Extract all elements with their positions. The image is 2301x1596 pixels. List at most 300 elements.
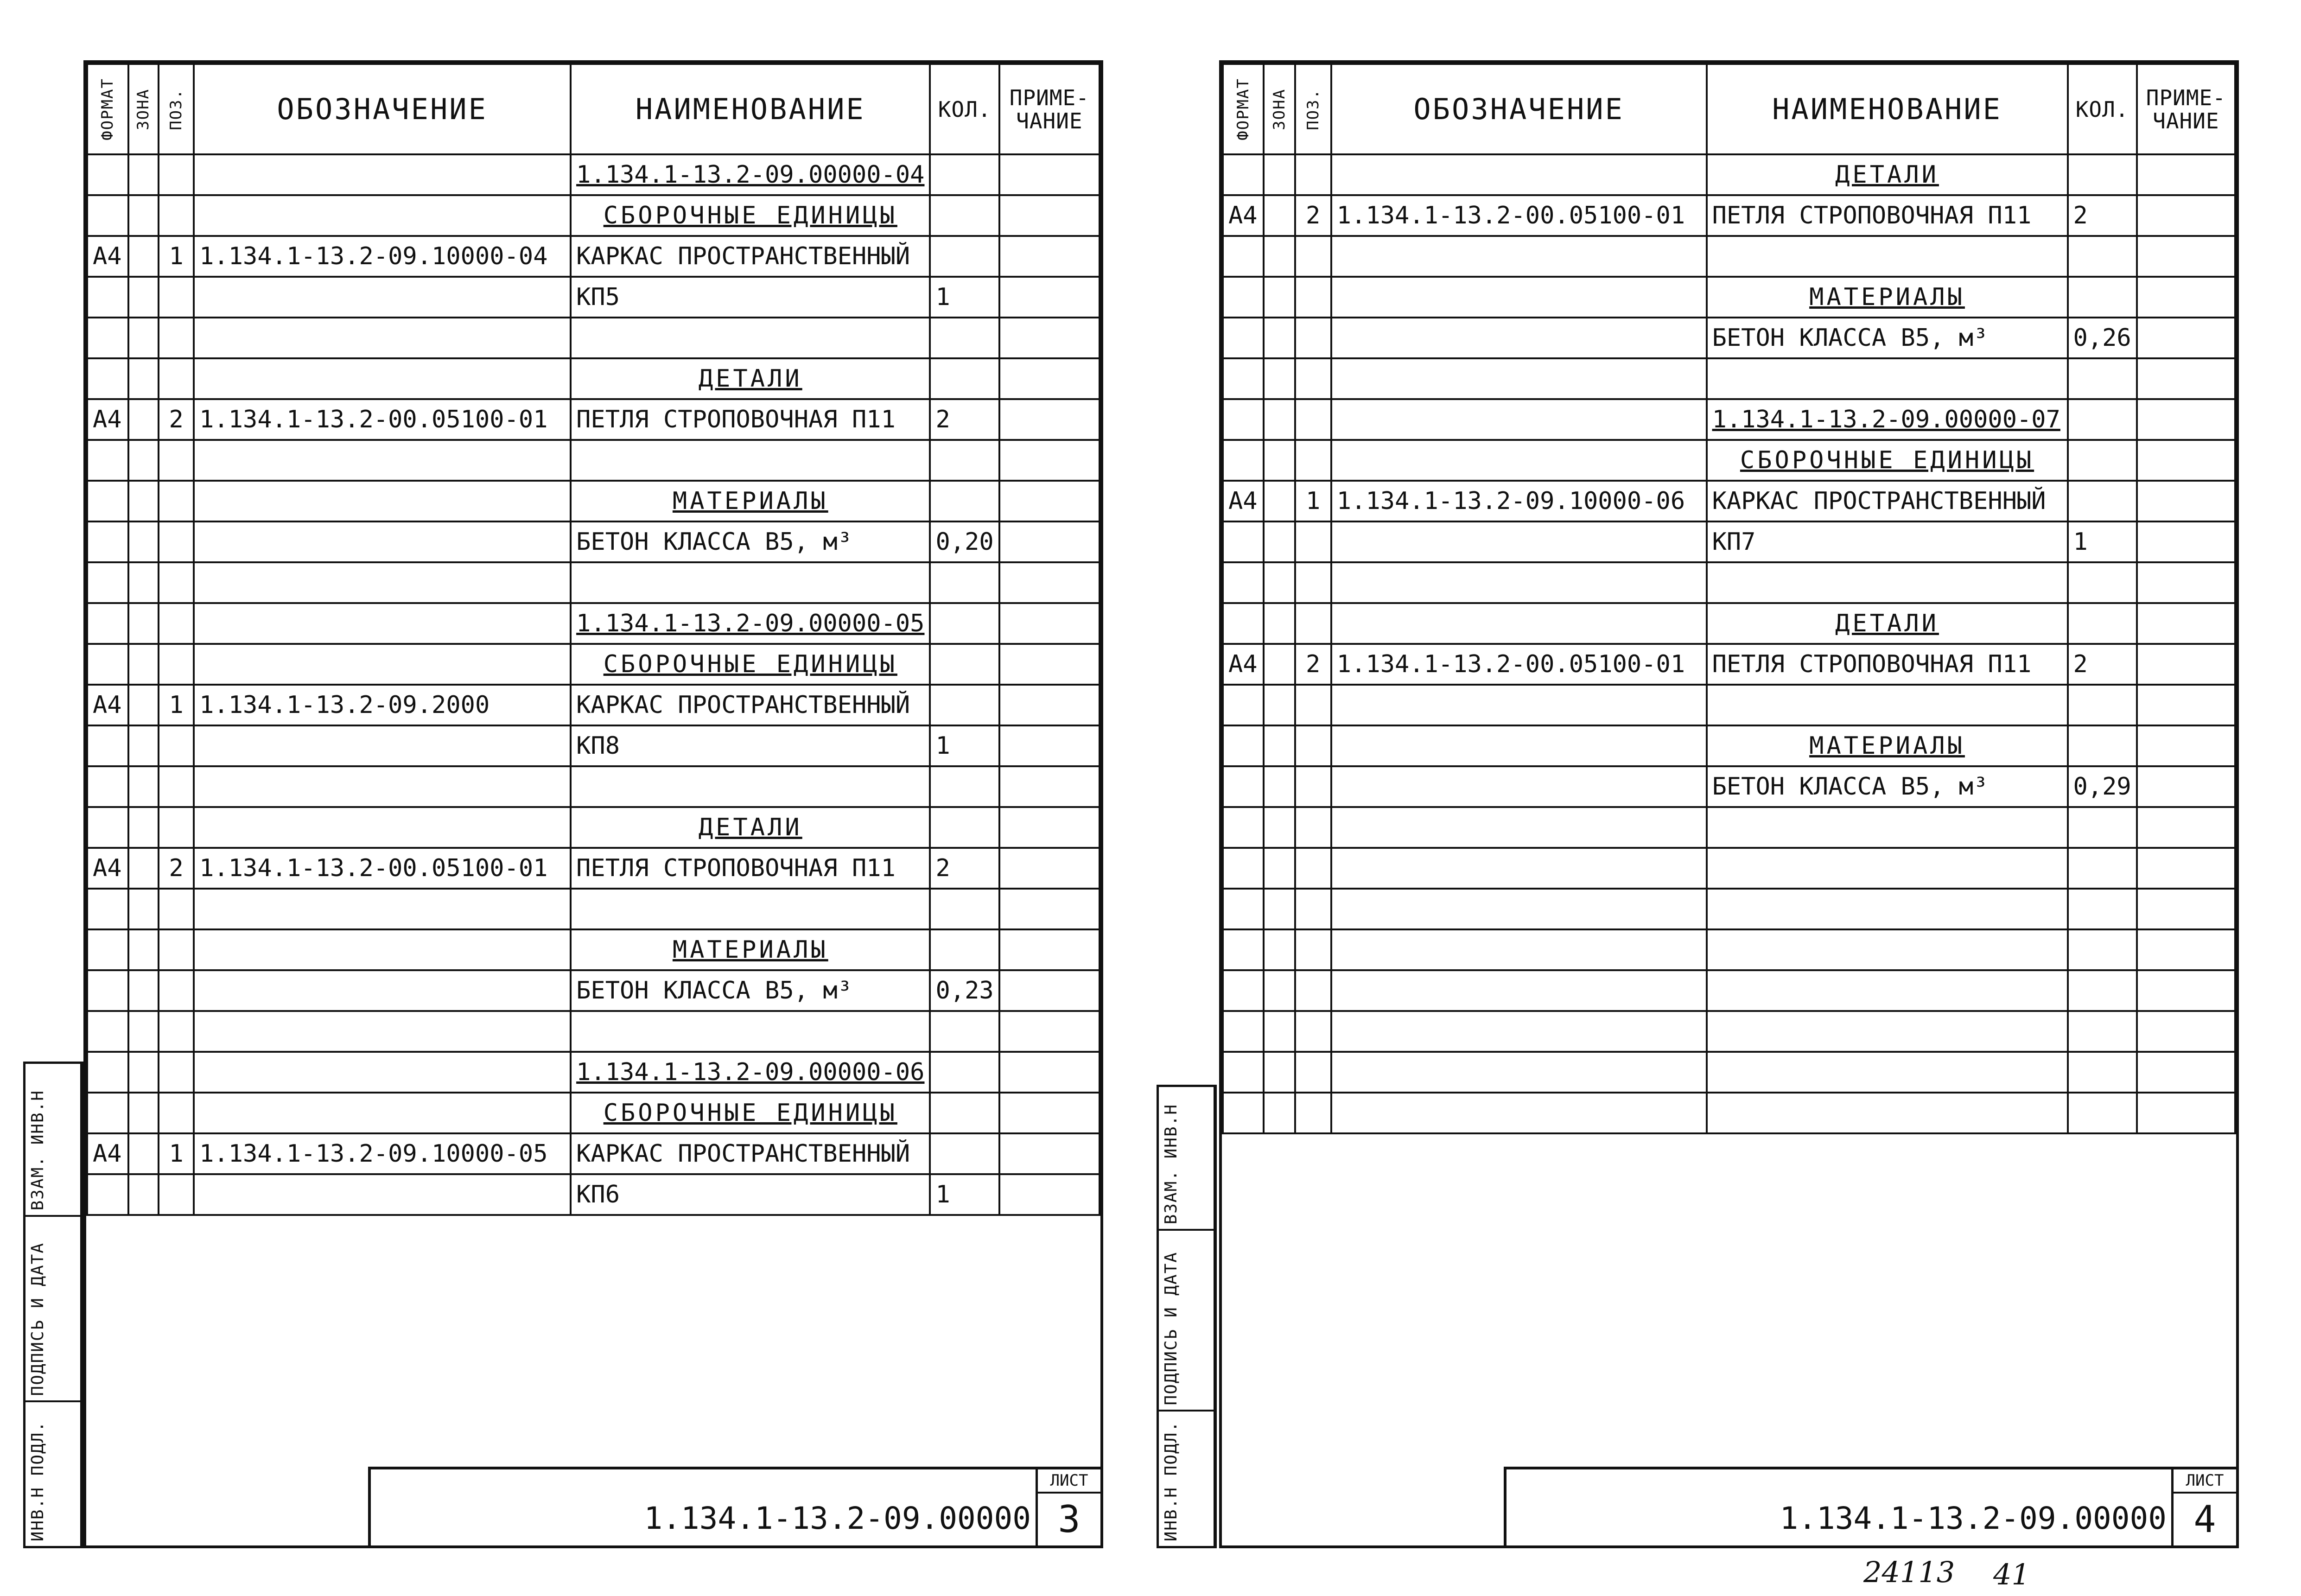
- name-cell: [571, 1011, 930, 1052]
- name-cell: 1.134.1-13.2-09.00000-06: [571, 1052, 930, 1093]
- format-cell: [87, 562, 128, 603]
- table-row: [87, 154, 1100, 195]
- side-field-signature: ПОДПИСЬ И ДАТА: [25, 1217, 81, 1402]
- pos-cell: [159, 1093, 194, 1133]
- pos-cell: [1295, 929, 1331, 970]
- title-block-sheet-4: [1504, 1467, 2236, 1545]
- table-row: [1223, 399, 2235, 440]
- designation-cell: [1331, 970, 1707, 1011]
- table-row: [87, 807, 1100, 848]
- table-row: [1223, 848, 2235, 889]
- table-row: [1223, 1093, 2235, 1133]
- note-cell: [999, 603, 1100, 644]
- format-cell: А4: [87, 848, 128, 889]
- note-cell: [999, 766, 1100, 807]
- note-cell: [999, 154, 1100, 195]
- format-cell: [1223, 685, 1264, 725]
- format-cell: [87, 358, 128, 399]
- qty-cell: [930, 440, 999, 481]
- note-cell: [999, 970, 1100, 1011]
- qty-cell: [930, 644, 999, 685]
- designation-cell: [194, 970, 571, 1011]
- qty-cell: [2068, 848, 2137, 889]
- zone-cell: [128, 725, 159, 766]
- format-cell: А4: [87, 399, 128, 440]
- name-cell: [571, 440, 930, 481]
- zone-cell: [1264, 277, 1295, 318]
- zone-cell: [1264, 929, 1295, 970]
- header-note: ПРИМЕ-ЧАНИЕ: [2137, 64, 2235, 154]
- zone-cell: [1264, 725, 1295, 766]
- name-cell: КАРКАС ПРОСТРАНСТВЕННЫЙ: [571, 236, 930, 277]
- note-cell: [2137, 318, 2235, 358]
- zone-cell: [1264, 889, 1295, 929]
- qty-cell: [2068, 440, 2137, 481]
- designation-cell: [194, 358, 571, 399]
- qty-cell: [2068, 807, 2137, 848]
- note-cell: [999, 277, 1100, 318]
- note-cell: [2137, 1011, 2235, 1052]
- header-pos: ПОЗ.: [159, 64, 194, 154]
- qty-cell: [930, 685, 999, 725]
- designation-cell: [194, 440, 571, 481]
- note-cell: [2137, 1093, 2235, 1133]
- header-note: ПРИМЕ-ЧАНИЕ: [999, 64, 1100, 154]
- table-row: [87, 644, 1100, 685]
- designation-cell: [194, 318, 571, 358]
- pos-cell: 2: [159, 399, 194, 440]
- zone-cell: [1264, 399, 1295, 440]
- sheet-label: ЛИСТ: [2174, 1469, 2236, 1494]
- name-cell: [1707, 562, 2068, 603]
- note-cell: [2137, 848, 2235, 889]
- table-row: [1223, 929, 2235, 970]
- table-row: [1223, 603, 2235, 644]
- name-cell: [571, 318, 930, 358]
- note-cell: [999, 1093, 1100, 1133]
- name-cell: 1.134.1-13.2-09.00000-07: [1707, 399, 2068, 440]
- pos-cell: [159, 277, 194, 318]
- pos-cell: [1295, 685, 1331, 725]
- qty-cell: 1: [930, 277, 999, 318]
- qty-cell: 2: [2068, 644, 2137, 685]
- format-cell: [87, 970, 128, 1011]
- pos-cell: [1295, 848, 1331, 889]
- spec-rows-sheet-3: [87, 154, 1100, 1215]
- designation-cell: [194, 766, 571, 807]
- table-row: [87, 1174, 1100, 1215]
- qty-cell: 2: [2068, 195, 2137, 236]
- format-cell: [87, 481, 128, 521]
- name-cell: [1707, 807, 2068, 848]
- format-cell: [1223, 1011, 1264, 1052]
- zone-cell: [1264, 358, 1295, 399]
- table-row: [87, 440, 1100, 481]
- note-cell: [2137, 399, 2235, 440]
- designation-cell: 1.134.1-13.2-09.10000-05: [194, 1133, 571, 1174]
- note-cell: [2137, 1052, 2235, 1093]
- pos-cell: [159, 1011, 194, 1052]
- note-cell: [2137, 970, 2235, 1011]
- designation-cell: [194, 1174, 571, 1215]
- note-cell: [2137, 929, 2235, 970]
- qty-cell: [2068, 725, 2137, 766]
- zone-cell: [1264, 154, 1295, 195]
- qty-cell: [2068, 603, 2137, 644]
- designation-cell: 1.134.1-13.2-00.05100-01: [1331, 644, 1707, 685]
- name-cell: [571, 889, 930, 929]
- note-cell: [2137, 807, 2235, 848]
- zone-cell: [128, 399, 159, 440]
- pos-cell: [1295, 277, 1331, 318]
- designation-cell: [194, 889, 571, 929]
- table-row: [1223, 481, 2235, 521]
- format-cell: [87, 521, 128, 562]
- sheet-number-cell: [2171, 1469, 2236, 1545]
- designation-cell: [194, 1011, 571, 1052]
- name-cell: КП7: [1707, 521, 2068, 562]
- zone-cell: [128, 440, 159, 481]
- note-cell: [2137, 195, 2235, 236]
- table-row: [87, 929, 1100, 970]
- zone-cell: [1264, 318, 1295, 358]
- zone-cell: [1264, 521, 1295, 562]
- name-cell: МАТЕРИАЛЫ: [571, 929, 930, 970]
- name-cell: БЕТОН КЛАССА В5, м³: [571, 521, 930, 562]
- pos-cell: [159, 318, 194, 358]
- designation-cell: [194, 929, 571, 970]
- qty-cell: [2068, 970, 2137, 1011]
- note-cell: [999, 195, 1100, 236]
- note-cell: [2137, 725, 2235, 766]
- format-cell: [87, 807, 128, 848]
- table-row: [1223, 725, 2235, 766]
- format-cell: [1223, 889, 1264, 929]
- table-row: [87, 970, 1100, 1011]
- note-cell: [2137, 521, 2235, 562]
- zone-cell: [128, 1052, 159, 1093]
- name-cell: КАРКАС ПРОСТРАНСТВЕННЫЙ: [1707, 481, 2068, 521]
- zone-cell: [1264, 644, 1295, 685]
- qty-cell: [930, 1011, 999, 1052]
- format-cell: [1223, 1093, 1264, 1133]
- designation-cell: [1331, 440, 1707, 481]
- designation-cell: [1331, 521, 1707, 562]
- name-cell: КП6: [571, 1174, 930, 1215]
- name-cell: ДЕТАЛИ: [1707, 154, 2068, 195]
- zone-cell: [128, 1174, 159, 1215]
- designation-cell: [1331, 889, 1707, 929]
- designation-cell: [194, 562, 571, 603]
- note-cell: [999, 318, 1100, 358]
- format-cell: [1223, 929, 1264, 970]
- note-cell: [999, 399, 1100, 440]
- pos-cell: [1295, 1093, 1331, 1133]
- zone-cell: [128, 644, 159, 685]
- designation-cell: [194, 1093, 571, 1133]
- name-cell: [1707, 358, 2068, 399]
- format-cell: [1223, 562, 1264, 603]
- designation-cell: 1.134.1-13.2-09.10000-06: [1331, 481, 1707, 521]
- pos-cell: 2: [159, 848, 194, 889]
- pos-cell: [1295, 889, 1331, 929]
- name-cell: 1.134.1-13.2-09.00000-05: [571, 603, 930, 644]
- note-cell: [999, 440, 1100, 481]
- header-row: [87, 64, 1100, 154]
- name-cell: СБОРОЧНЫЕ ЕДИНИЦЫ: [1707, 440, 2068, 481]
- zone-cell: [1264, 1093, 1295, 1133]
- pos-cell: [1295, 807, 1331, 848]
- format-cell: [87, 1093, 128, 1133]
- table-row: [1223, 685, 2235, 725]
- designation-cell: [1331, 562, 1707, 603]
- sheet-number: 4: [2193, 1498, 2216, 1541]
- note-cell: [999, 1174, 1100, 1215]
- note-cell: [999, 562, 1100, 603]
- table-row: [87, 318, 1100, 358]
- designation-cell: [194, 481, 571, 521]
- note-cell: [2137, 358, 2235, 399]
- qty-cell: [2068, 929, 2137, 970]
- side-field-replacement: ВЗАМ. ИНВ.Н: [1159, 1087, 1214, 1231]
- name-cell: СБОРОЧНЫЕ ЕДИНИЦЫ: [571, 644, 930, 685]
- qty-cell: [2068, 154, 2137, 195]
- note-cell: [2137, 685, 2235, 725]
- format-cell: [87, 318, 128, 358]
- format-cell: [1223, 725, 1264, 766]
- qty-cell: 1: [2068, 521, 2137, 562]
- name-cell: ДЕТАЛИ: [571, 358, 930, 399]
- note-cell: [2137, 236, 2235, 277]
- note-cell: [999, 481, 1100, 521]
- table-row: [87, 481, 1100, 521]
- format-cell: [1223, 807, 1264, 848]
- format-cell: [87, 1011, 128, 1052]
- name-cell: КП8: [571, 725, 930, 766]
- name-cell: СБОРОЧНЫЕ ЕДИНИЦЫ: [571, 1093, 930, 1133]
- pos-cell: 2: [1295, 644, 1331, 685]
- name-cell: [1707, 1011, 2068, 1052]
- pos-cell: [159, 807, 194, 848]
- designation-cell: 1.134.1-13.2-00.05100-01: [1331, 195, 1707, 236]
- qty-cell: [930, 481, 999, 521]
- qty-cell: [2068, 358, 2137, 399]
- pos-cell: [159, 766, 194, 807]
- table-row: [87, 399, 1100, 440]
- format-cell: [1223, 318, 1264, 358]
- table-row: [87, 848, 1100, 889]
- qty-cell: [2068, 685, 2137, 725]
- table-row: [1223, 318, 2235, 358]
- zone-cell: [128, 848, 159, 889]
- header-designation: ОБОЗНАЧЕНИЕ: [194, 64, 571, 154]
- zone-cell: [128, 807, 159, 848]
- designation-cell: [194, 644, 571, 685]
- zone-cell: [128, 1133, 159, 1174]
- zone-cell: [1264, 481, 1295, 521]
- format-cell: [1223, 277, 1264, 318]
- zone-cell: [1264, 440, 1295, 481]
- name-cell: КП5: [571, 277, 930, 318]
- format-cell: [87, 644, 128, 685]
- table-row: [87, 521, 1100, 562]
- name-cell: БЕТОН КЛАССА В5, м³: [1707, 318, 2068, 358]
- header-designation: ОБОЗНАЧЕНИЕ: [1331, 64, 1707, 154]
- table-row: [87, 562, 1100, 603]
- table-row: [1223, 1052, 2235, 1093]
- header-name: НАИМЕНОВАНИЕ: [571, 64, 930, 154]
- note-cell: [999, 644, 1100, 685]
- note-cell: [999, 725, 1100, 766]
- table-row: [87, 685, 1100, 725]
- format-cell: [87, 766, 128, 807]
- table-row: [1223, 236, 2235, 277]
- table-row: [87, 1011, 1100, 1052]
- zone-cell: [1264, 848, 1295, 889]
- pos-cell: [1295, 970, 1331, 1011]
- designation-cell: [1331, 399, 1707, 440]
- designation-cell: [194, 725, 571, 766]
- zone-cell: [128, 195, 159, 236]
- qty-cell: [2068, 1093, 2137, 1133]
- note-cell: [999, 889, 1100, 929]
- table-row: [87, 1093, 1100, 1133]
- note-cell: [999, 1052, 1100, 1093]
- qty-cell: [930, 603, 999, 644]
- sheet-number: 3: [1058, 1498, 1081, 1541]
- pos-cell: [159, 644, 194, 685]
- note-cell: [999, 1011, 1100, 1052]
- designation-cell: [1331, 848, 1707, 889]
- sheet-label: ЛИСТ: [1038, 1469, 1100, 1494]
- note-cell: [999, 236, 1100, 277]
- name-cell: [571, 562, 930, 603]
- pos-cell: [1295, 603, 1331, 644]
- table-row: [1223, 644, 2235, 685]
- table-row: [87, 889, 1100, 929]
- pos-cell: [159, 195, 194, 236]
- designation-cell: [1331, 807, 1707, 848]
- name-cell: МАТЕРИАЛЫ: [1707, 277, 2068, 318]
- qty-cell: [930, 358, 999, 399]
- designation-cell: [194, 277, 571, 318]
- pos-cell: [159, 929, 194, 970]
- pos-cell: 1: [1295, 481, 1331, 521]
- pos-cell: [1295, 562, 1331, 603]
- format-cell: [1223, 766, 1264, 807]
- pos-cell: [1295, 318, 1331, 358]
- pos-cell: [1295, 521, 1331, 562]
- format-cell: [1223, 399, 1264, 440]
- name-cell: [1707, 685, 2068, 725]
- header-zone: ЗОНА: [1264, 64, 1295, 154]
- designation-cell: 1.134.1-13.2-09.2000: [194, 685, 571, 725]
- designation-cell: [1331, 766, 1707, 807]
- zone-cell: [1264, 236, 1295, 277]
- designation-cell: [1331, 1093, 1707, 1133]
- qty-cell: 0,20: [930, 521, 999, 562]
- table-row: [1223, 195, 2235, 236]
- qty-cell: 0,29: [2068, 766, 2137, 807]
- table-row: [1223, 358, 2235, 399]
- qty-cell: [930, 195, 999, 236]
- name-cell: СБОРОЧНЫЕ ЕДИНИЦЫ: [571, 195, 930, 236]
- format-cell: [1223, 1052, 1264, 1093]
- pos-cell: [1295, 399, 1331, 440]
- table-row: [1223, 766, 2235, 807]
- format-cell: [87, 929, 128, 970]
- qty-cell: [930, 1093, 999, 1133]
- pos-cell: [1295, 766, 1331, 807]
- table-row: [87, 358, 1100, 399]
- format-cell: [87, 277, 128, 318]
- format-cell: [1223, 440, 1264, 481]
- format-cell: А4: [1223, 195, 1264, 236]
- header-row: [1223, 64, 2235, 154]
- qty-cell: 0,23: [930, 970, 999, 1011]
- header-format: ФОРМАТ: [1223, 64, 1264, 154]
- table-row: [87, 766, 1100, 807]
- table-row: [87, 1052, 1100, 1093]
- zone-cell: [128, 1011, 159, 1052]
- header-format: ФОРМАТ: [87, 64, 128, 154]
- note-cell: [999, 1133, 1100, 1174]
- note-cell: [999, 358, 1100, 399]
- designation-cell: [1331, 358, 1707, 399]
- qty-cell: [930, 1052, 999, 1093]
- pos-cell: [1295, 1011, 1331, 1052]
- pos-cell: [1295, 154, 1331, 195]
- zone-cell: [128, 766, 159, 807]
- table-row: [87, 725, 1100, 766]
- note-cell: [999, 685, 1100, 725]
- table-row: [87, 603, 1100, 644]
- format-cell: [87, 725, 128, 766]
- designation-cell: [1331, 603, 1707, 644]
- qty-cell: 1: [930, 725, 999, 766]
- format-cell: А4: [87, 1133, 128, 1174]
- format-cell: А4: [87, 685, 128, 725]
- table-row: [1223, 1011, 2235, 1052]
- note-cell: [2137, 562, 2235, 603]
- table-row: [1223, 521, 2235, 562]
- format-cell: [1223, 358, 1264, 399]
- qty-cell: [930, 236, 999, 277]
- side-strip-right: [1157, 1085, 1217, 1548]
- note-cell: [999, 521, 1100, 562]
- qty-cell: [930, 154, 999, 195]
- name-cell: БЕТОН КЛАССА В5, м³: [1707, 766, 2068, 807]
- note-cell: [2137, 440, 2235, 481]
- qty-cell: 2: [930, 399, 999, 440]
- designation-cell: [194, 154, 571, 195]
- header-pos: ПОЗ.: [1295, 64, 1331, 154]
- note-cell: [2137, 889, 2235, 929]
- name-cell: МАТЕРИАЛЫ: [571, 481, 930, 521]
- pos-cell: [159, 154, 194, 195]
- designation-cell: [194, 521, 571, 562]
- format-cell: [87, 1052, 128, 1093]
- zone-cell: [128, 318, 159, 358]
- zone-cell: [128, 562, 159, 603]
- name-cell: МАТЕРИАЛЫ: [1707, 725, 2068, 766]
- note-cell: [2137, 644, 2235, 685]
- side-field-signature: ПОДПИСЬ И ДАТА: [1159, 1231, 1214, 1412]
- table-row: [87, 277, 1100, 318]
- designation-cell: [1331, 318, 1707, 358]
- page-number-handwritten: 41: [1993, 1558, 2030, 1591]
- qty-cell: 0,26: [2068, 318, 2137, 358]
